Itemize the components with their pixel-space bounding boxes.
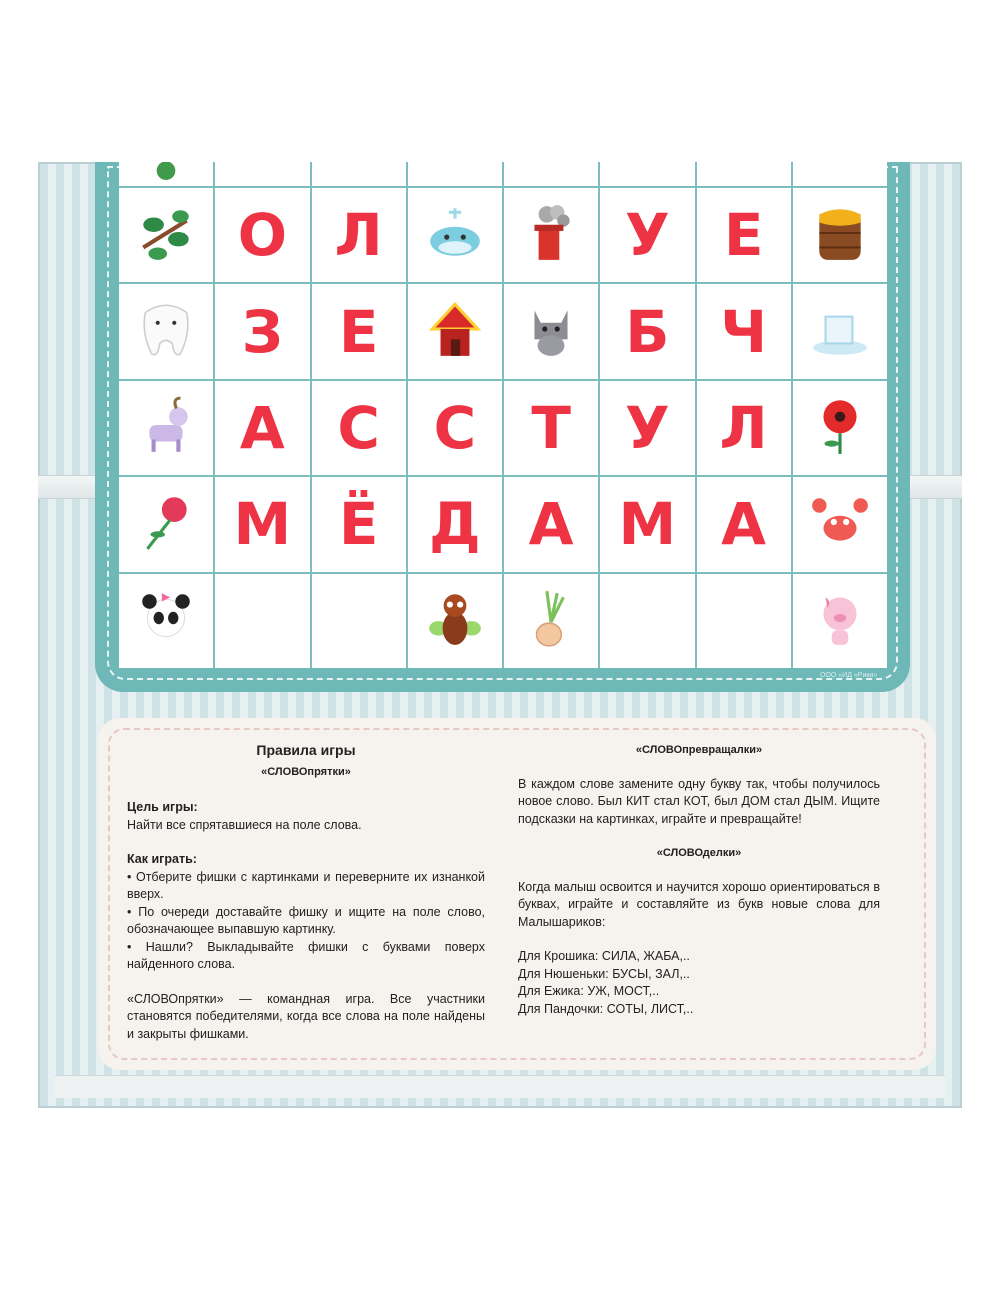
board-grid bbox=[119, 162, 887, 668]
letter-tile: Л bbox=[719, 393, 768, 462]
board-cell bbox=[504, 574, 598, 668]
board-cell bbox=[600, 477, 694, 571]
board-cell bbox=[119, 162, 213, 186]
how-item: • Отберите фишки с картинками и переверните их изнанкой вверх. bbox=[127, 869, 485, 901]
tree-icon bbox=[146, 162, 186, 186]
how-heading: Как играть: bbox=[127, 852, 197, 866]
rules-title: Правила игры bbox=[256, 742, 356, 758]
board-cell bbox=[504, 381, 598, 475]
board-cell bbox=[504, 188, 598, 282]
letter-tile: У bbox=[625, 393, 670, 462]
board-cell bbox=[119, 188, 213, 282]
board-cell bbox=[600, 284, 694, 378]
board-cell bbox=[408, 162, 502, 186]
cat-icon bbox=[520, 298, 582, 365]
how-item: • По очереди доставайте фишку и ищите на поле слово, обозначающее выпавшую картинку. bbox=[127, 904, 485, 936]
board-cell bbox=[793, 477, 887, 571]
rose-icon bbox=[135, 491, 197, 558]
board-cell bbox=[697, 574, 791, 668]
letter-tile: Е bbox=[338, 297, 379, 366]
pig-icon bbox=[809, 587, 871, 654]
board-cell bbox=[600, 162, 694, 186]
board-cell bbox=[793, 381, 887, 475]
board-cell bbox=[312, 381, 406, 475]
copyright: ООО «ИД «Рики» bbox=[820, 672, 878, 679]
board-cell bbox=[697, 188, 791, 282]
letter-tile: Л bbox=[334, 201, 383, 270]
tooth-icon bbox=[135, 298, 197, 365]
goat-icon bbox=[135, 394, 197, 461]
example-line: Для Нюшеньки: БУСЫ, ЗАЛ,.. bbox=[518, 966, 690, 981]
board-cell bbox=[119, 574, 213, 668]
board-cell bbox=[408, 574, 502, 668]
letter-tile: А bbox=[721, 490, 767, 559]
poppy-icon bbox=[809, 394, 871, 461]
game3-text: Когда малыш освоится и научится хорошо ориентироваться в буквах, играйте и составляйте из букв новые слова для Малышариков: bbox=[518, 879, 880, 929]
game2-name: «СЛОВОпревращалки» bbox=[635, 744, 763, 756]
goal-heading: Цель игры: bbox=[127, 800, 198, 814]
board-cell bbox=[312, 284, 406, 378]
board-cell bbox=[215, 477, 309, 571]
letter-tile: Ё bbox=[338, 490, 379, 559]
example-line: Для Ежика: УЖ, МОСТ,.. bbox=[518, 984, 660, 998]
house-icon bbox=[424, 298, 486, 365]
board-cell bbox=[312, 574, 406, 668]
board-cell bbox=[312, 477, 406, 571]
letter-tile: Е bbox=[723, 201, 764, 270]
example-line: Для Крошика: СИЛА, ЖАБА,.. bbox=[518, 949, 690, 963]
letter-tile: Б bbox=[625, 297, 670, 366]
board-cell bbox=[600, 188, 694, 282]
letter-tile: С bbox=[433, 393, 477, 462]
box-bottom-lip bbox=[55, 1075, 945, 1098]
letter-tile: З bbox=[241, 297, 283, 366]
board-cell bbox=[504, 162, 598, 186]
board-cell bbox=[119, 381, 213, 475]
board-cell bbox=[600, 574, 694, 668]
letter-tile: С bbox=[337, 393, 380, 462]
honey-barrel-icon bbox=[809, 202, 871, 269]
letter-tile: Д bbox=[429, 490, 481, 559]
rules-right-column bbox=[518, 742, 880, 1018]
goal-text: Найти все спрятавшиеся на поле слова. bbox=[127, 817, 362, 832]
letter-tile: М bbox=[618, 490, 677, 559]
bee-icon bbox=[424, 587, 486, 654]
board-cell bbox=[215, 188, 309, 282]
letter-tile: А bbox=[528, 490, 574, 559]
board-cell bbox=[215, 284, 309, 378]
how-item: • Нашли? Выкладывайте фишки с буквами поверх найденного слова. bbox=[127, 939, 485, 971]
board-cell bbox=[793, 574, 887, 668]
board-cell bbox=[697, 477, 791, 571]
chimney-smoke-icon bbox=[520, 202, 582, 269]
crab-icon bbox=[809, 491, 871, 558]
board-cell bbox=[793, 162, 887, 186]
letter-tile: А bbox=[239, 393, 285, 462]
board-cell bbox=[697, 162, 791, 186]
board-cell bbox=[119, 284, 213, 378]
team-text: «СЛОВОпрятки» — командная игра. Все участники становятся победителями, когда все слова на поле найдены и закрыты фишками. bbox=[127, 991, 485, 1041]
board-cell bbox=[408, 477, 502, 571]
panda-icon bbox=[135, 587, 197, 654]
example-line: Для Пандочки: СОТЫ, ЛИСТ,.. bbox=[518, 1001, 694, 1016]
letter-tile: Т bbox=[531, 393, 571, 462]
ice-icon bbox=[809, 298, 871, 365]
board-cell bbox=[408, 381, 502, 475]
game1-name: «СЛОВОпрятки» bbox=[261, 765, 351, 778]
letter-tile: М bbox=[233, 490, 292, 559]
board-cell bbox=[793, 284, 887, 378]
letter-tile: О bbox=[237, 201, 288, 270]
board-cell bbox=[408, 284, 502, 378]
board-cell bbox=[312, 162, 406, 186]
game2-text: В каждом слове замените одну букву так, чтобы получилось новое слово. Был КИТ стал КОТ, был ДОМ стал ДЫМ. Ищите подсказки на картинках, играйте и превращайте! bbox=[518, 776, 880, 826]
board-cell bbox=[504, 284, 598, 378]
game3-name: «СЛОВОделки» bbox=[656, 847, 742, 859]
board-cell bbox=[697, 381, 791, 475]
board-cell bbox=[215, 162, 309, 186]
board-cell bbox=[504, 477, 598, 571]
letter-tile: У bbox=[625, 201, 670, 270]
board-cell bbox=[697, 284, 791, 378]
oak-branch-icon bbox=[135, 202, 197, 269]
board-cell bbox=[408, 188, 502, 282]
rules-left-column bbox=[127, 742, 485, 1043]
board-cell bbox=[215, 574, 309, 668]
board-cell bbox=[119, 477, 213, 571]
board-cell bbox=[793, 188, 887, 282]
whale-icon bbox=[424, 202, 486, 269]
board-cell bbox=[215, 381, 309, 475]
board-cell bbox=[600, 381, 694, 475]
letter-tile: Ч bbox=[720, 297, 768, 366]
onion-icon bbox=[520, 587, 582, 654]
board-cell bbox=[312, 188, 406, 282]
